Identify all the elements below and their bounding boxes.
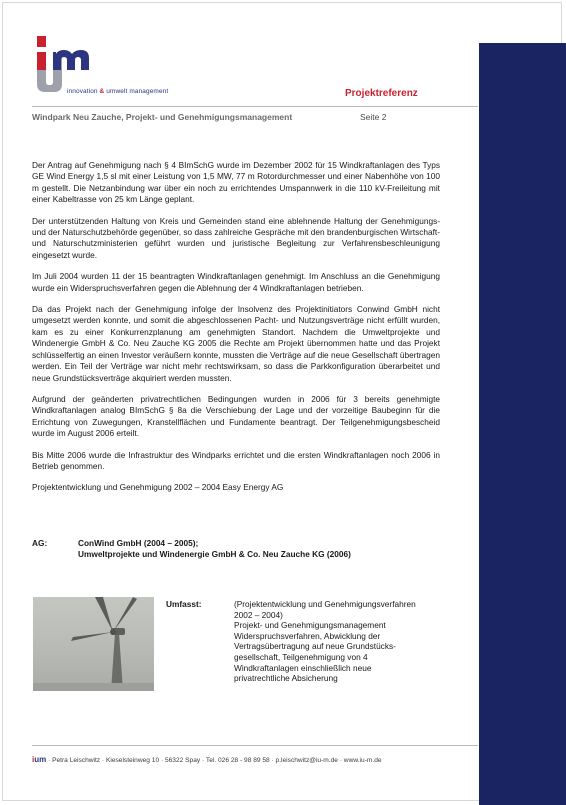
footer-brand-i: i [32,755,35,764]
client-name: ConWind GmbH (2004 – 2005); [78,538,199,548]
client-names [78,538,458,561]
company-logo [34,30,194,100]
footer-divider [32,745,478,746]
paragraph: Da das Projekt nach der Genehmigung infolge der Insolvenz des Projektinitiators Conwind GmbH nicht umgesetzt werden konnte, und somit die abgeschlossenen Pacht- und Nutzungsverträge nicht erfüllt wurden, kam es zu einer Konkurrenzplanung am genehmigten Standort. Nachdem die Umweltprojekte und Windenergie GmbH & Co. Neu Zauche KG 2005 die Rechte am Projekt übernommen hatte und das Projekt schlüsselfertig an einen Investor veräußern konnte, mussten die Verträge auf die neue Gesellschaft übertragen werden. Ein Teil der Verträge war nicht mehr rechtswirksam, so dass die Parkkonfiguration überarbeitet und neue Grundstücksverträge akquiriert werden mussten. [32,304,440,383]
scope-line: Vertragsübertragung auf neue Grundstücks- [234,641,396,652]
scope-line: gesellschaft, Teilgenehmigung von 4 [234,651,368,662]
paragraph: Bis Mitte 2006 wurde die Infrastruktur des Windparks errichtet und die ersten Windkraftanlagen noch 2006 in Betrieb genommen. [32,449,440,471]
paragraph: Aufgrund der geänderten privatrechtlichen Bedingungen wurden in 2006 für 3 bereits genehmigte Windkraftanlagen analog BImSchG § 8a die Verschiebung der Lage und der vorzeitige Baubeginn für die Errichtung von Zuwegungen, Kranstellflächen und Fundamente beantragt. Der Teilgenehmigungsbescheid wurde im August 2006 erteilt. [32,393,440,439]
scope-line: Widerspruchsverfahren, Abwicklung der [234,630,381,641]
logo-tagline: innovation & umwelt management [67,88,169,95]
document-title: Windpark Neu Zauche, Projekt- und Genehmigungsmanagement [32,112,293,122]
page-number: Seite 2 [360,112,387,122]
client-label: AG: [32,538,48,548]
wind-turbine-photo [33,597,154,691]
document-type-label: Projektreferenz [345,88,418,99]
scope-line: privatrechtliche Absicherung [234,673,338,684]
paragraph: Der Antrag auf Genehmigung nach § 4 BImSchG wurde im Dezember 2002 für 15 Windkraftanlagen des Typs GE Wind Energy 1,5 sl mit einer Leistung von 1,5 MW, 77 m Rotordurchmesser und einer Nabenhöhe von 100 m gestellt. Die Netzanbindung war über ein noch zu errichtendes Umspannwerk in die 110 kV-Freileitung mit einer Kabeltrasse von 25 km Länge geplant. [32,160,440,205]
scope-line: Projekt- und Genehmigungsmanagement [234,620,386,631]
paragraph: Der unterstützenden Haltung von Kreis und Gemeinden stand eine ablehnende Haltung der Genehmigungs- und der Naturschutzbehörde gegenüber, so dass zahlreiche Gespräche mit den brandenburgischen Wirtschaft- und Naturschutzministerien geführt wurden und juristische Begleitung zur Verfahrensbeschleunigung eingesetzt wurde. [32,215,440,260]
body-text [32,160,440,504]
footer-text: · Petra Leischwitz · Kieselsteinweg 10 · 56322 Spay · Tel. 026 28 - 98 89 58 · p.leischwitz@iu-m.de · www.iu-m.de [46,757,382,764]
scope-line: (Projektentwicklung und Genehmigungsverfahren [234,599,416,609]
footer-contact [32,755,382,764]
footer-brand-um: um [34,755,47,764]
logo-mark [34,30,94,96]
scope-text [234,599,449,684]
scope-line: 2002 – 2004) [234,609,283,620]
paragraph: Projektentwicklung und Genehmigung 2002 – 2004 Easy Energy AG [32,482,284,493]
sidebar-decoration [479,43,566,805]
client-name: Umweltprojekte und Windenergie GmbH & Co. Neu Zauche KG (2006) [78,549,351,560]
paragraph: Im Juli 2004 wurden 11 der 15 beantragten Windkraftanlagen genehmigt. Im Anschluss an die Genehmigung wurde ein Widerspruchsverfahren gegen die Ablehnung der 4 Windkraftanlagen betrieben. [32,271,440,293]
scope-line: Windkraftanlagen einschließlich neue [234,662,372,673]
header-divider [32,106,478,107]
scope-label: Umfasst: [166,599,202,609]
